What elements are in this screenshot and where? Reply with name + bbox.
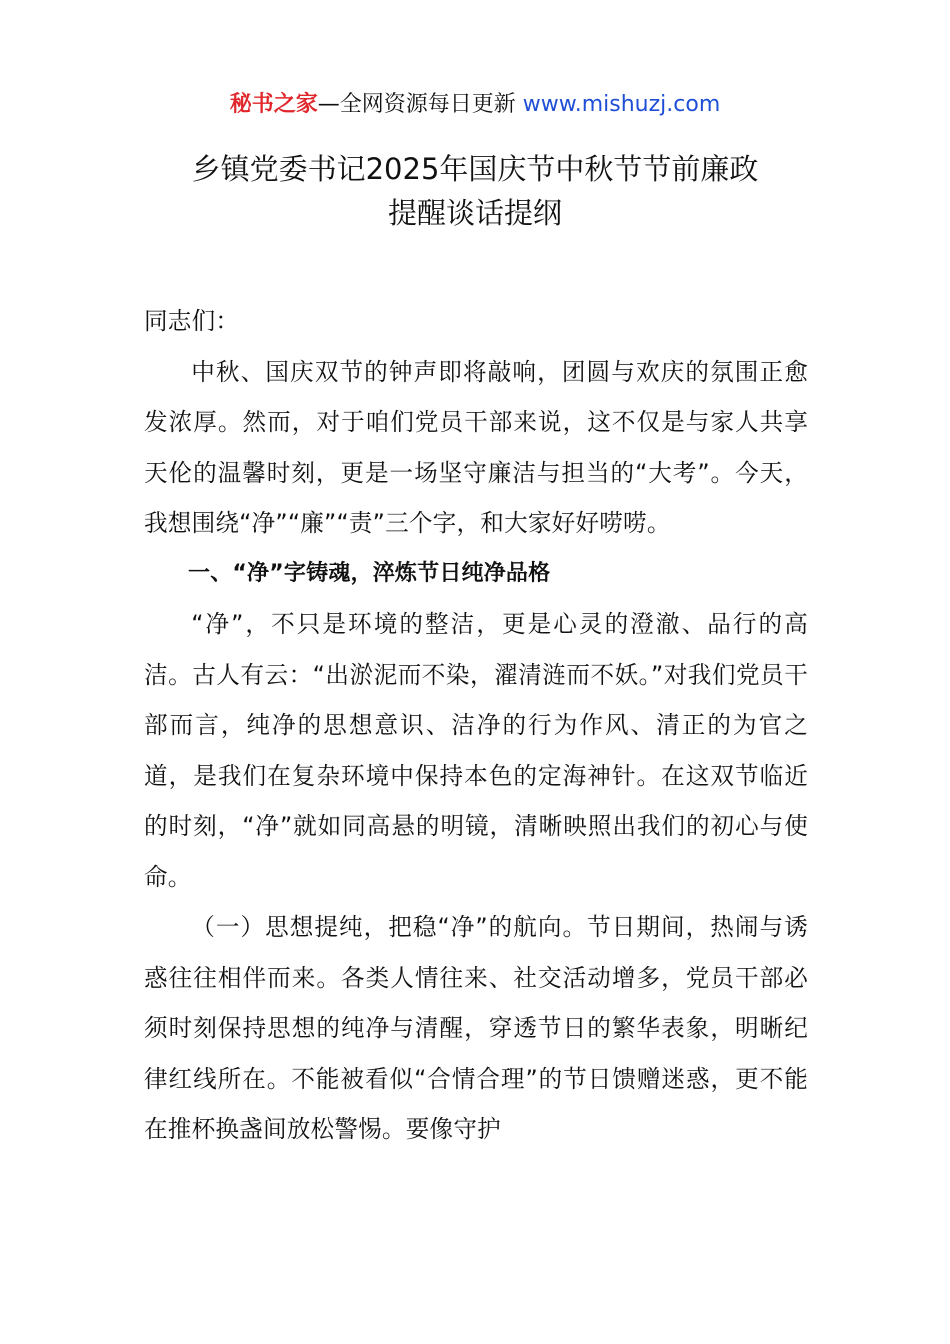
- document-body: [144, 296, 808, 1155]
- header-tagline: —全网资源每日更新: [317, 92, 523, 117]
- section-heading-1: 一、“净”字铸魂，淬炼节日纯净品格: [188, 560, 551, 586]
- brand-name: 秘书之家: [229, 92, 318, 117]
- page-header: [0, 89, 950, 121]
- intro-paragraph: 中秋、国庆双节的钟声即将敲响，团圆与欢庆的氛围正愈发浓厚。然而，对于咱们党员干部来说，这不仅是与家人共享天伦的温馨时刻，更是一场坚守廉洁与担当的“大考”。今天，我想围绕“净”“廉”“责”三个字，和大家好好唠唠。: [144, 357, 808, 537]
- title-line-1: 乡镇党委书记2025年国庆节中秋节节前廉政: [191, 152, 759, 186]
- title-line-2: 提醒谈话提纲: [387, 196, 562, 230]
- section-1-paragraph: “净”，不只是环境的整洁，更是心灵的澄澈、品行的高洁。古人有云：“出淤泥而不染，濯清涟而不妖。”对我们党员干部而言，纯净的思想意识、洁净的行为作风、清正的为官之道，是我们在复杂环境中保持本色的定海神针。在这双节临近的时刻，“净”就如同高悬的明镜，清晰映照出我们的初心与使命。: [144, 610, 808, 891]
- document-title: [100, 147, 850, 235]
- salutation: 同志们：: [144, 307, 240, 335]
- site-url-link[interactable]: www.mishuzj.com: [522, 92, 721, 117]
- subsection-1-paragraph: （一）思想提纯，把稳“净”的航向。节日期间，热闹与诱惑往往相伴而来。各类人情往来、社交活动增多，党员干部必须时刻保持思想的纯净与清醒，穿透节日的繁华表象，明晰纪律红线所在。不能被看似“合情合理”的节日馈赠迷惑，更不能在推杯换盏间放松警惕。要像守护: [144, 913, 808, 1143]
